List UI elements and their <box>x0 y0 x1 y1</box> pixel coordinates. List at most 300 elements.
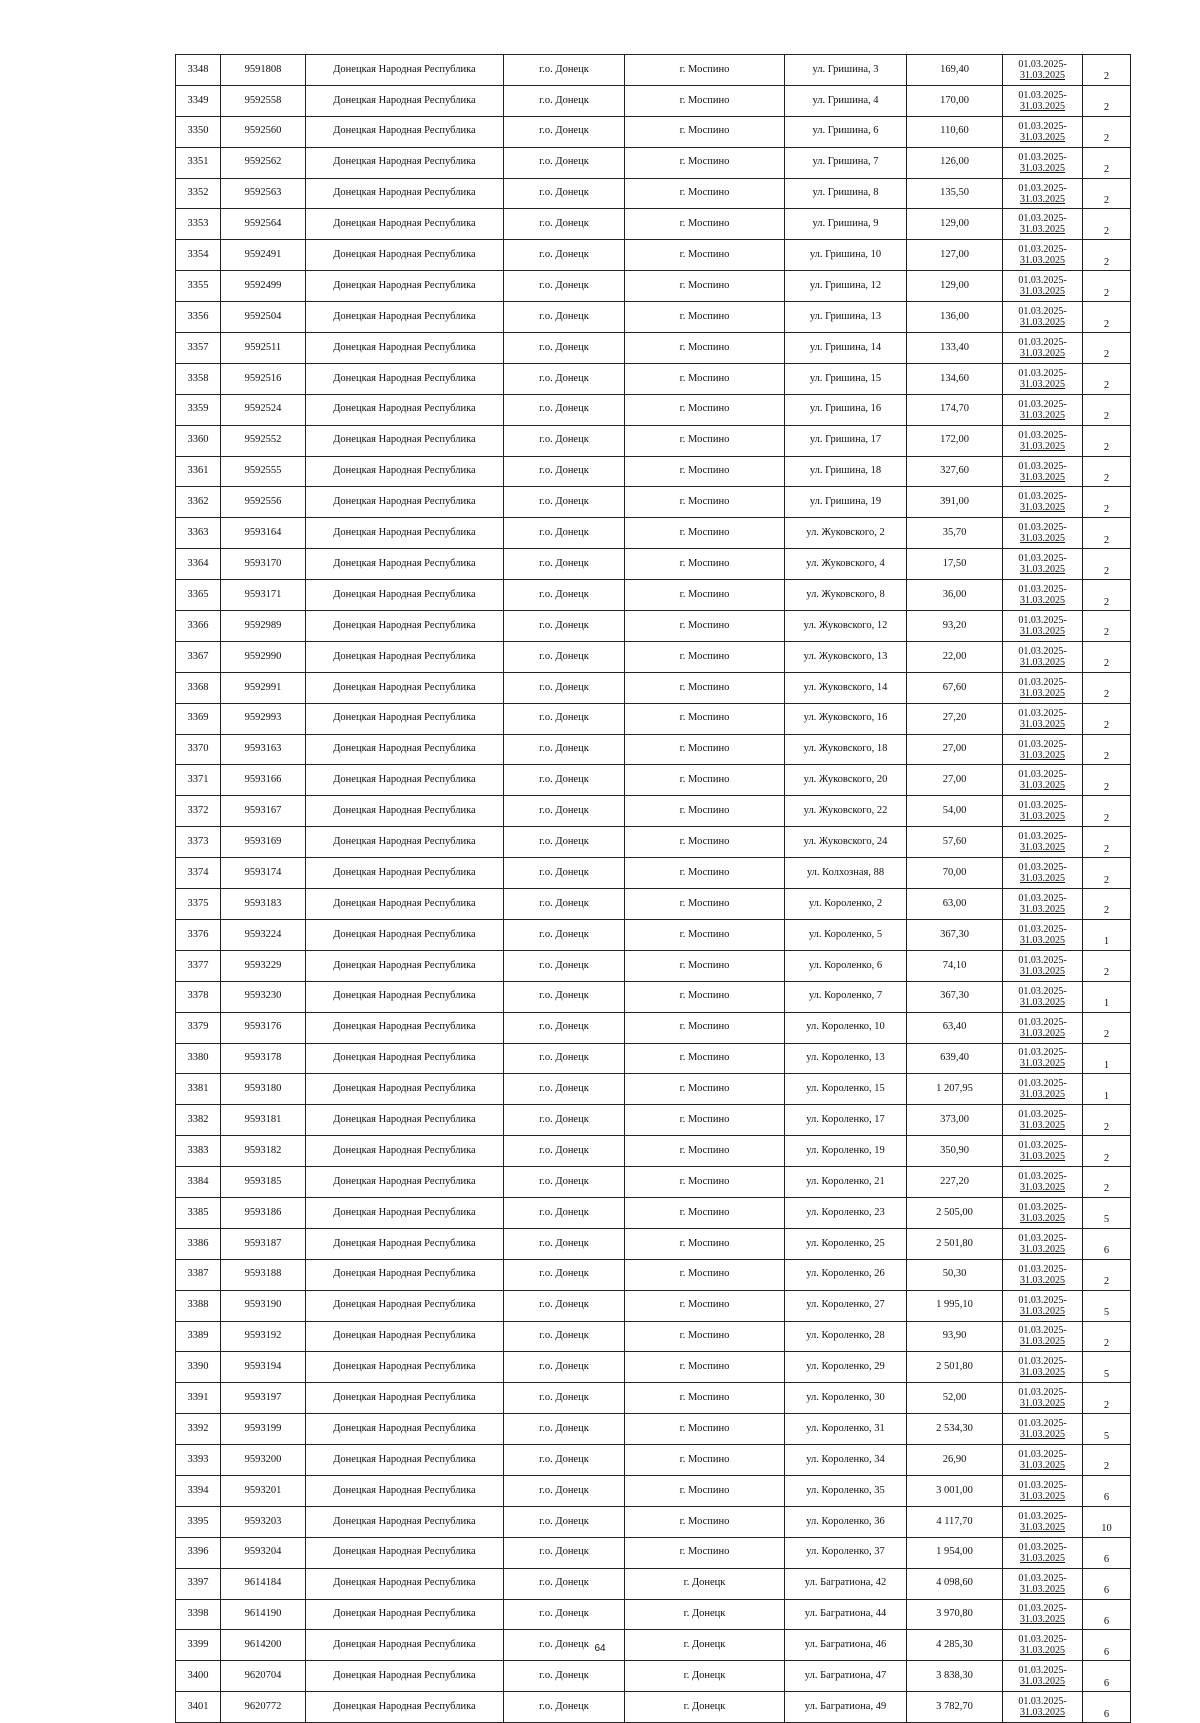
count-cell: 2 <box>1083 1136 1131 1167</box>
period-start: 01.03.2025- <box>1018 1356 1067 1368</box>
city-cell: г. Моспино <box>625 240 785 271</box>
count-cell: 10 <box>1083 1506 1131 1537</box>
period-cell <box>1003 1136 1083 1167</box>
republic-cell: Донецкая Народная Республика <box>306 1352 504 1383</box>
object-code-cell: 9592516 <box>221 363 306 394</box>
republic-cell: Донецкая Народная Республика <box>306 1599 504 1630</box>
area-cell: 93,20 <box>907 611 1003 642</box>
area-cell: 1 954,00 <box>907 1537 1003 1568</box>
city-cell: г. Моспино <box>625 333 785 364</box>
period-end: 31.03.2025 <box>1020 533 1065 545</box>
period-end: 31.03.2025 <box>1020 842 1065 854</box>
table-row <box>176 765 1131 796</box>
row-number-cell: 3399 <box>176 1630 221 1661</box>
city-cell: г. Моспино <box>625 302 785 333</box>
city-cell: г. Моспино <box>625 1537 785 1568</box>
republic-cell: Донецкая Народная Республика <box>306 1197 504 1228</box>
period-start: 01.03.2025- <box>1018 1603 1067 1615</box>
count-cell: 6 <box>1083 1475 1131 1506</box>
area-cell: 26,90 <box>907 1445 1003 1476</box>
republic-cell: Донецкая Народная Республика <box>306 1228 504 1259</box>
republic-cell: Донецкая Народная Республика <box>306 456 504 487</box>
row-number-cell: 3391 <box>176 1383 221 1414</box>
district-cell: г.о. Донецк <box>504 1321 625 1352</box>
count-cell: 5 <box>1083 1290 1131 1321</box>
city-cell: г. Моспино <box>625 1136 785 1167</box>
period-start: 01.03.2025- <box>1018 1572 1067 1584</box>
period-end: 31.03.2025 <box>1020 409 1065 421</box>
area-cell: 391,00 <box>907 487 1003 518</box>
area-cell: 35,70 <box>907 518 1003 549</box>
row-number-cell: 3388 <box>176 1290 221 1321</box>
table-row <box>176 981 1131 1012</box>
republic-cell: Донецкая Народная Республика <box>306 55 504 86</box>
row-number-cell: 3377 <box>176 950 221 981</box>
area-cell: 127,00 <box>907 240 1003 271</box>
count-cell: 2 <box>1083 858 1131 889</box>
area-cell: 350,90 <box>907 1136 1003 1167</box>
district-cell: г.о. Донецк <box>504 889 625 920</box>
count-cell: 2 <box>1083 518 1131 549</box>
period-start: 01.03.2025- <box>1018 1201 1067 1213</box>
object-code-cell: 9591808 <box>221 55 306 86</box>
table-row <box>176 425 1131 456</box>
city-cell: г. Моспино <box>625 919 785 950</box>
street-address-cell: ул. Короленко, 25 <box>785 1228 907 1259</box>
period-cell <box>1003 641 1083 672</box>
district-cell: г.о. Донецк <box>504 1136 625 1167</box>
area-cell: 3 782,70 <box>907 1692 1003 1723</box>
period-end: 31.03.2025 <box>1020 1151 1065 1163</box>
period-start: 01.03.2025- <box>1018 120 1067 132</box>
street-address-cell: ул. Жуковского, 8 <box>785 580 907 611</box>
count-cell: 5 <box>1083 1414 1131 1445</box>
count-cell: 2 <box>1083 394 1131 425</box>
area-cell: 3 838,30 <box>907 1661 1003 1692</box>
table-row <box>176 178 1131 209</box>
city-cell: г. Моспино <box>625 363 785 394</box>
street-address-cell: ул. Багратиона, 47 <box>785 1661 907 1692</box>
count-cell: 2 <box>1083 333 1131 364</box>
area-cell: 170,00 <box>907 85 1003 116</box>
period-start: 01.03.2025- <box>1018 769 1067 781</box>
object-code-cell: 9592560 <box>221 116 306 147</box>
district-cell: г.о. Донецк <box>504 1630 625 1661</box>
street-address-cell: ул. Багратиона, 44 <box>785 1599 907 1630</box>
area-cell: 4 117,70 <box>907 1506 1003 1537</box>
republic-cell: Донецкая Народная Республика <box>306 950 504 981</box>
period-start: 01.03.2025- <box>1018 1449 1067 1461</box>
city-cell: г. Моспино <box>625 1012 785 1043</box>
republic-cell: Донецкая Народная Республика <box>306 1661 504 1692</box>
object-code-cell: 9593183 <box>221 889 306 920</box>
table-row <box>176 1414 1131 1445</box>
republic-cell: Донецкая Народная Республика <box>306 734 504 765</box>
district-cell: г.о. Донецк <box>504 1537 625 1568</box>
area-cell: 129,00 <box>907 209 1003 240</box>
period-end: 31.03.2025 <box>1020 100 1065 112</box>
table-row <box>176 734 1131 765</box>
period-cell <box>1003 425 1083 456</box>
area-cell: 1 995,10 <box>907 1290 1003 1321</box>
row-number-cell: 3350 <box>176 116 221 147</box>
street-address-cell: ул. Короленко, 35 <box>785 1475 907 1506</box>
republic-cell: Донецкая Народная Республика <box>306 1321 504 1352</box>
district-cell: г.о. Донецк <box>504 1475 625 1506</box>
table-row <box>176 827 1131 858</box>
area-cell: 67,60 <box>907 672 1003 703</box>
republic-cell: Донецкая Народная Республика <box>306 796 504 827</box>
period-end: 31.03.2025 <box>1020 595 1065 607</box>
city-cell: г. Донецк <box>625 1599 785 1630</box>
city-cell: г. Моспино <box>625 765 785 796</box>
area-cell: 17,50 <box>907 549 1003 580</box>
period-end: 31.03.2025 <box>1020 162 1065 174</box>
object-code-cell: 9593194 <box>221 1352 306 1383</box>
city-cell: г. Моспино <box>625 981 785 1012</box>
city-cell: г. Моспино <box>625 611 785 642</box>
period-start: 01.03.2025- <box>1018 522 1067 534</box>
period-cell <box>1003 518 1083 549</box>
period-start: 01.03.2025- <box>1018 1696 1067 1708</box>
street-address-cell: ул. Жуковского, 22 <box>785 796 907 827</box>
area-cell: 2 501,80 <box>907 1228 1003 1259</box>
count-cell: 2 <box>1083 271 1131 302</box>
object-code-cell: 9592511 <box>221 333 306 364</box>
street-address-cell: ул. Короленко, 21 <box>785 1167 907 1198</box>
row-number-cell: 3376 <box>176 919 221 950</box>
republic-cell: Донецкая Народная Республика <box>306 1043 504 1074</box>
district-cell: г.о. Донецк <box>504 1414 625 1445</box>
period-start: 01.03.2025- <box>1018 429 1067 441</box>
count-cell: 6 <box>1083 1692 1131 1723</box>
area-cell: 227,20 <box>907 1167 1003 1198</box>
period-end: 31.03.2025 <box>1020 811 1065 823</box>
period-end: 31.03.2025 <box>1020 317 1065 329</box>
area-cell: 50,30 <box>907 1259 1003 1290</box>
row-number-cell: 3360 <box>176 425 221 456</box>
street-address-cell: ул. Гришина, 18 <box>785 456 907 487</box>
street-address-cell: ул. Короленко, 28 <box>785 1321 907 1352</box>
table-row <box>176 1321 1131 1352</box>
district-cell: г.о. Донецк <box>504 580 625 611</box>
period-end: 31.03.2025 <box>1020 1398 1065 1410</box>
street-address-cell: ул. Гришина, 12 <box>785 271 907 302</box>
row-number-cell: 3361 <box>176 456 221 487</box>
row-number-cell: 3387 <box>176 1259 221 1290</box>
row-number-cell: 3401 <box>176 1692 221 1723</box>
period-cell <box>1003 1197 1083 1228</box>
row-number-cell: 3382 <box>176 1105 221 1136</box>
object-code-cell: 9593170 <box>221 549 306 580</box>
table-row <box>176 456 1131 487</box>
street-address-cell: ул. Короленко, 36 <box>785 1506 907 1537</box>
area-cell: 4 098,60 <box>907 1568 1003 1599</box>
period-cell <box>1003 919 1083 950</box>
city-cell: г. Донецк <box>625 1661 785 1692</box>
period-cell <box>1003 1228 1083 1259</box>
republic-cell: Донецкая Народная Республика <box>306 1692 504 1723</box>
city-cell: г. Моспино <box>625 796 785 827</box>
row-number-cell: 3357 <box>176 333 221 364</box>
row-number-cell: 3386 <box>176 1228 221 1259</box>
table-row <box>176 116 1131 147</box>
period-end: 31.03.2025 <box>1020 1120 1065 1132</box>
district-cell: г.о. Донецк <box>504 1259 625 1290</box>
count-cell: 2 <box>1083 178 1131 209</box>
count-cell: 2 <box>1083 950 1131 981</box>
count-cell: 5 <box>1083 1352 1131 1383</box>
area-cell: 2 505,00 <box>907 1197 1003 1228</box>
district-cell: г.о. Донецк <box>504 1197 625 1228</box>
street-address-cell: ул. Короленко, 13 <box>785 1043 907 1074</box>
period-cell <box>1003 1105 1083 1136</box>
city-cell: г. Моспино <box>625 425 785 456</box>
period-start: 01.03.2025- <box>1018 306 1067 318</box>
period-end: 31.03.2025 <box>1020 687 1065 699</box>
object-code-cell: 9593169 <box>221 827 306 858</box>
city-cell: г. Моспино <box>625 147 785 178</box>
area-cell: 129,00 <box>907 271 1003 302</box>
period-cell <box>1003 1568 1083 1599</box>
row-number-cell: 3359 <box>176 394 221 425</box>
period-start: 01.03.2025- <box>1018 460 1067 472</box>
object-code-cell: 9592558 <box>221 85 306 116</box>
object-code-cell: 9593190 <box>221 1290 306 1321</box>
republic-cell: Донецкая Народная Республика <box>306 302 504 333</box>
table-row <box>176 1197 1131 1228</box>
district-cell: г.о. Донецк <box>504 487 625 518</box>
row-number-cell: 3380 <box>176 1043 221 1074</box>
period-cell <box>1003 950 1083 981</box>
street-address-cell: ул. Короленко, 7 <box>785 981 907 1012</box>
city-cell: г. Моспино <box>625 827 785 858</box>
period-start: 01.03.2025- <box>1018 985 1067 997</box>
district-cell: г.о. Донецк <box>504 641 625 672</box>
period-end: 31.03.2025 <box>1020 625 1065 637</box>
city-cell: г. Моспино <box>625 1506 785 1537</box>
period-cell <box>1003 611 1083 642</box>
count-cell: 5 <box>1083 1197 1131 1228</box>
area-cell: 54,00 <box>907 796 1003 827</box>
republic-cell: Донецкая Народная Республика <box>306 1259 504 1290</box>
period-end: 31.03.2025 <box>1020 873 1065 885</box>
street-address-cell: ул. Жуковского, 24 <box>785 827 907 858</box>
district-cell: г.о. Донецк <box>504 796 625 827</box>
row-number-cell: 3398 <box>176 1599 221 1630</box>
period-start: 01.03.2025- <box>1018 1634 1067 1646</box>
area-cell: 74,10 <box>907 950 1003 981</box>
republic-cell: Донецкая Народная Республика <box>306 85 504 116</box>
count-cell: 2 <box>1083 1167 1131 1198</box>
table-row <box>176 1136 1131 1167</box>
object-code-cell: 9593180 <box>221 1074 306 1105</box>
object-code-cell: 9592991 <box>221 672 306 703</box>
city-cell: г. Моспино <box>625 487 785 518</box>
area-cell: 133,40 <box>907 333 1003 364</box>
period-cell <box>1003 1506 1083 1537</box>
district-cell: г.о. Донецк <box>504 518 625 549</box>
count-cell: 2 <box>1083 116 1131 147</box>
city-cell: г. Моспино <box>625 1105 785 1136</box>
object-code-cell: 9614190 <box>221 1599 306 1630</box>
city-cell: г. Моспино <box>625 116 785 147</box>
period-start: 01.03.2025- <box>1018 676 1067 688</box>
period-start: 01.03.2025- <box>1018 553 1067 565</box>
period-start: 01.03.2025- <box>1018 275 1067 287</box>
period-start: 01.03.2025- <box>1018 1171 1067 1182</box>
area-cell: 639,40 <box>907 1043 1003 1074</box>
period-cell <box>1003 1043 1083 1074</box>
row-number-cell: 3378 <box>176 981 221 1012</box>
row-number-cell: 3384 <box>176 1167 221 1198</box>
row-number-cell: 3372 <box>176 796 221 827</box>
republic-cell: Донецкая Народная Республика <box>306 1445 504 1476</box>
street-address-cell: ул. Короленко, 5 <box>785 919 907 950</box>
table-row <box>176 1445 1131 1476</box>
city-cell: г. Моспино <box>625 1074 785 1105</box>
street-address-cell: ул. Жуковского, 16 <box>785 703 907 734</box>
period-end: 31.03.2025 <box>1020 1676 1065 1688</box>
period-start: 01.03.2025- <box>1018 1510 1067 1522</box>
object-code-cell: 9593185 <box>221 1167 306 1198</box>
period-start: 01.03.2025- <box>1018 892 1067 904</box>
period-start: 01.03.2025- <box>1018 244 1067 256</box>
period-start: 01.03.2025- <box>1018 645 1067 657</box>
district-cell: г.о. Донецк <box>504 1445 625 1476</box>
area-cell: 22,00 <box>907 641 1003 672</box>
count-cell: 2 <box>1083 1383 1131 1414</box>
count-cell: 2 <box>1083 302 1131 333</box>
count-cell: 2 <box>1083 672 1131 703</box>
table-row <box>176 889 1131 920</box>
area-cell: 4 285,30 <box>907 1630 1003 1661</box>
object-code-cell: 9593229 <box>221 950 306 981</box>
object-code-cell: 9592990 <box>221 641 306 672</box>
city-cell: г. Моспино <box>625 1228 785 1259</box>
period-cell <box>1003 1290 1083 1321</box>
republic-cell: Донецкая Народная Республика <box>306 611 504 642</box>
object-code-cell: 9593164 <box>221 518 306 549</box>
city-cell: г. Моспино <box>625 1321 785 1352</box>
district-cell: г.о. Донецк <box>504 981 625 1012</box>
table-row <box>176 1012 1131 1043</box>
object-code-cell: 9593166 <box>221 765 306 796</box>
period-end: 31.03.2025 <box>1020 69 1065 81</box>
city-cell: г. Моспино <box>625 641 785 672</box>
period-start: 01.03.2025- <box>1018 1418 1067 1430</box>
street-address-cell: ул. Жуковского, 12 <box>785 611 907 642</box>
period-cell <box>1003 672 1083 703</box>
period-start: 01.03.2025- <box>1018 1541 1067 1553</box>
row-number-cell: 3390 <box>176 1352 221 1383</box>
republic-cell: Донецкая Народная Республика <box>306 209 504 240</box>
table-row <box>176 1105 1131 1136</box>
count-cell: 6 <box>1083 1537 1131 1568</box>
object-code-cell: 9592524 <box>221 394 306 425</box>
object-code-cell: 9593178 <box>221 1043 306 1074</box>
republic-cell: Донецкая Народная Республика <box>306 1012 504 1043</box>
period-end: 31.03.2025 <box>1020 1429 1065 1441</box>
district-cell: г.о. Донецк <box>504 1290 625 1321</box>
period-end: 31.03.2025 <box>1020 255 1065 267</box>
period-cell <box>1003 827 1083 858</box>
table-row <box>176 1290 1131 1321</box>
district-cell: г.о. Донецк <box>504 734 625 765</box>
row-number-cell: 3356 <box>176 302 221 333</box>
republic-cell: Донецкая Народная Республика <box>306 425 504 456</box>
period-end: 31.03.2025 <box>1020 564 1065 576</box>
period-cell <box>1003 765 1083 796</box>
period-cell <box>1003 271 1083 302</box>
period-cell <box>1003 796 1083 827</box>
city-cell: г. Моспино <box>625 858 785 889</box>
district-cell: г.о. Донецк <box>504 1352 625 1383</box>
street-address-cell: ул. Колхозная, 88 <box>785 858 907 889</box>
count-cell: 2 <box>1083 703 1131 734</box>
period-end: 31.03.2025 <box>1020 780 1065 792</box>
object-code-cell: 9593192 <box>221 1321 306 1352</box>
city-cell: г. Моспино <box>625 703 785 734</box>
object-code-cell: 9593188 <box>221 1259 306 1290</box>
object-code-cell: 9593181 <box>221 1105 306 1136</box>
city-cell: г. Моспино <box>625 1197 785 1228</box>
republic-cell: Донецкая Народная Республика <box>306 116 504 147</box>
row-number-cell: 3374 <box>176 858 221 889</box>
street-address-cell: ул. Жуковского, 14 <box>785 672 907 703</box>
period-end: 31.03.2025 <box>1020 1707 1065 1719</box>
republic-cell: Донецкая Народная Республика <box>306 487 504 518</box>
object-code-cell: 9592989 <box>221 611 306 642</box>
republic-cell: Донецкая Народная Республика <box>306 1105 504 1136</box>
count-cell: 2 <box>1083 85 1131 116</box>
count-cell: 1 <box>1083 1043 1131 1074</box>
period-end: 31.03.2025 <box>1020 1367 1065 1379</box>
table-body <box>176 55 1131 1723</box>
row-number-cell: 3383 <box>176 1136 221 1167</box>
street-address-cell: ул. Гришина, 15 <box>785 363 907 394</box>
period-end: 31.03.2025 <box>1020 1460 1065 1472</box>
republic-cell: Донецкая Народная Республика <box>306 1506 504 1537</box>
period-start: 01.03.2025- <box>1018 862 1067 874</box>
city-cell: г. Моспино <box>625 1259 785 1290</box>
period-cell <box>1003 580 1083 611</box>
district-cell: г.о. Донецк <box>504 240 625 271</box>
republic-cell: Донецкая Народная Республика <box>306 363 504 394</box>
period-start: 01.03.2025- <box>1018 89 1067 101</box>
count-cell: 2 <box>1083 425 1131 456</box>
street-address-cell: ул. Короленко, 37 <box>785 1537 907 1568</box>
street-address-cell: ул. Короленко, 34 <box>785 1445 907 1476</box>
object-code-cell: 9593200 <box>221 1445 306 1476</box>
period-start: 01.03.2025- <box>1018 367 1067 379</box>
row-number-cell: 3379 <box>176 1012 221 1043</box>
count-cell: 2 <box>1083 363 1131 394</box>
area-cell: 367,30 <box>907 919 1003 950</box>
table-row <box>176 271 1131 302</box>
count-cell: 2 <box>1083 641 1131 672</box>
count-cell: 6 <box>1083 1228 1131 1259</box>
city-cell: г. Моспино <box>625 1445 785 1476</box>
period-start: 01.03.2025- <box>1018 584 1067 596</box>
republic-cell: Донецкая Народная Республика <box>306 1630 504 1661</box>
period-start: 01.03.2025- <box>1018 1263 1067 1275</box>
district-cell: г.о. Донецк <box>504 1599 625 1630</box>
period-end: 31.03.2025 <box>1020 1212 1065 1224</box>
count-cell: 2 <box>1083 1105 1131 1136</box>
count-cell: 6 <box>1083 1661 1131 1692</box>
table-row <box>176 302 1131 333</box>
